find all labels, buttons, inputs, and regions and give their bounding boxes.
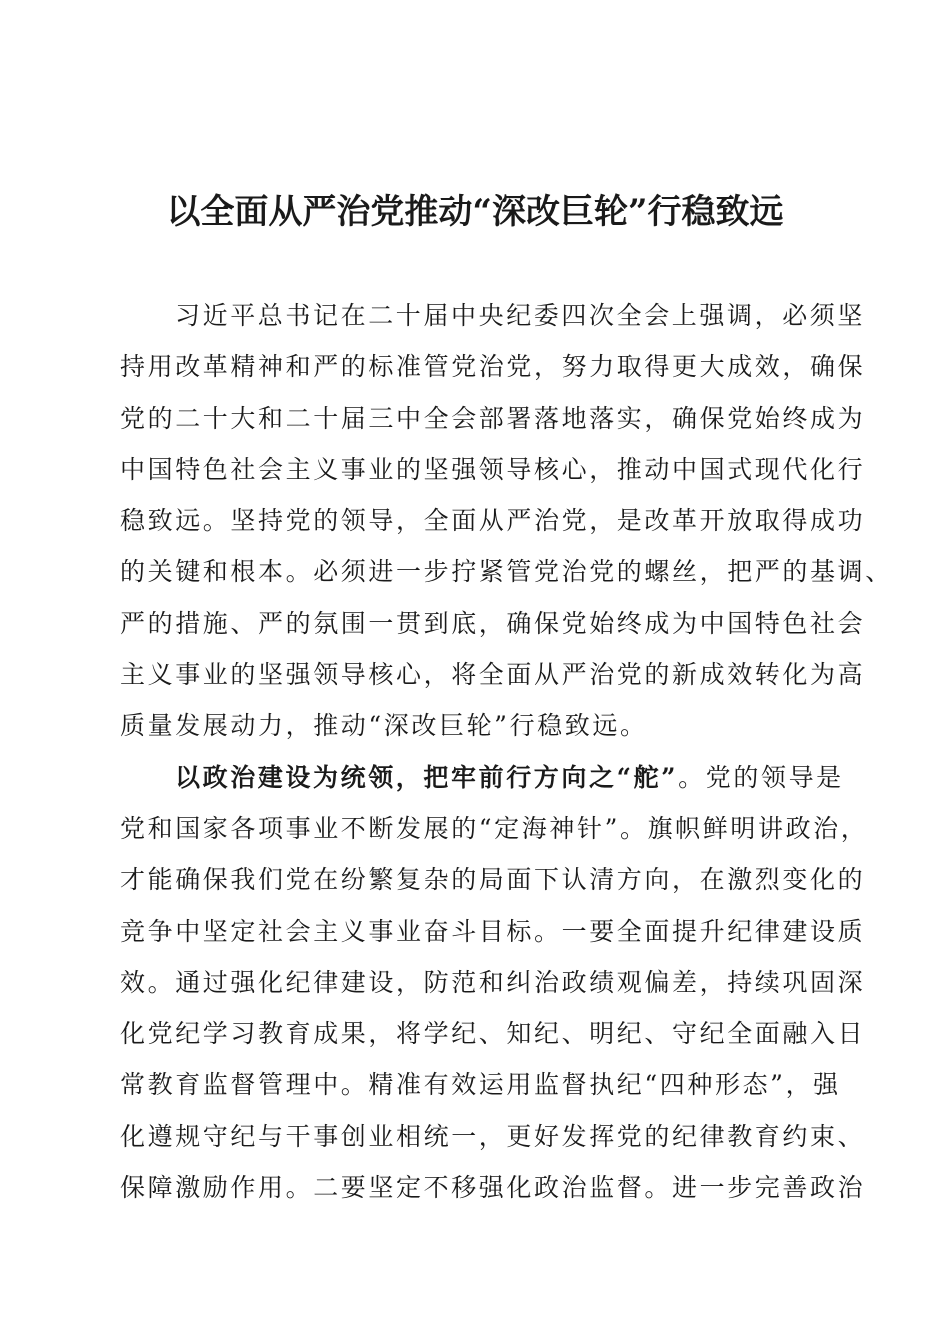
paragraph-line: 的关键和根本。必须进一步拧紧管党治党的螺丝，把严的基调、 — [120, 557, 893, 587]
paragraph-line: 常教育监督管理中。精准有效运用监督执纪“四种形态”，强 — [120, 1070, 841, 1100]
paragraph-2 — [120, 752, 869, 1214]
paragraph-line: 中国特色社会主义事业的坚强领导核心，推动中国式现代化行 — [120, 454, 866, 484]
document-title: 以全面从严治党推动“深改巨轮”行稳致远 — [166, 192, 784, 232]
paragraph-line: 化遵规守纪与干事创业相统一，更好发挥党的纪律教育约束、 — [120, 1121, 866, 1151]
paragraph-line: 竞争中坚定社会主义事业奋斗目标。一要全面提升纪律建设质 — [120, 916, 866, 946]
paragraph-line: 效。通过强化纪律建设，防范和纠治政绩观偏差，持续巩固深 — [120, 967, 866, 997]
paragraph-line: 保障激励作用。二要坚定不移强化政治监督。进一步完善政治 — [120, 1173, 866, 1203]
paragraph-line: 持用改革精神和严的标准管党治党，努力取得更大成效，确保 — [120, 352, 866, 382]
paragraph-line: 质量发展动力，推动“深改巨轮”行稳致远。 — [120, 711, 648, 741]
paragraph-lead-heading: 以政治建设为统领，把牢前行方向之“舵” — [175, 762, 679, 792]
paragraph-line: 化党纪学习教育成果，将学纪、知纪、明纪、守纪全面融入日 — [120, 1019, 866, 1049]
paragraph-line: 习近平总书记在二十届中央纪委四次全会上强调，必须坚 — [175, 301, 866, 330]
paragraph-line: 才能确保我们党在纷繁复杂的局面下认清方向，在激烈变化的 — [120, 865, 866, 895]
paragraph-line: 严的措施、严的氛围一贯到底，确保党始终成为中国特色社会 — [120, 608, 866, 638]
paragraph-first-line-rest: 。党的领导是 — [678, 762, 844, 792]
paragraph-first-line — [120, 752, 850, 803]
paragraph-line: 稳致远。坚持党的领导，全面从严治党，是改革开放取得成功 — [120, 506, 866, 536]
paragraph-line: 党和国家各项事业不断发展的“定海神针”。旗帜鲜明讲政治， — [120, 813, 869, 843]
paragraph-line: 党的二十大和二十届三中全会部署落地落实，确保党始终成为 — [120, 403, 866, 433]
document-body — [120, 290, 893, 1213]
paragraph-line: 主义事业的坚强领导核心，将全面从严治党的新成效转化为高 — [120, 660, 866, 690]
paragraph-1 — [120, 290, 893, 752]
